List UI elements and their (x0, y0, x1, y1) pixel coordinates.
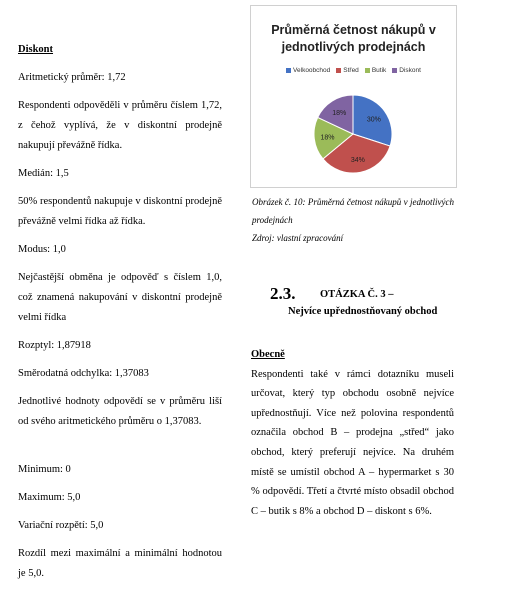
subsection-heading-obecne: Obecně (251, 349, 285, 360)
legend-label: Střed (343, 67, 359, 74)
pie-label-střed: 34% (350, 156, 365, 164)
range-text: Rozdíl mezi maximální a minimální hodnotou je 5,0. (18, 548, 222, 579)
section-heading-diskont: Diskont (18, 44, 54, 55)
legend-label: Diskont (399, 67, 421, 74)
stdev-text: Jednotlivé hodnoty odpovědí se v průměru liší od svého aritmetického průměru o 1,37083. (18, 396, 222, 427)
section-title: OTÁZKA Č. 3 – (320, 289, 394, 300)
pie-label-butik: 18% (320, 134, 335, 142)
mode-text: Nejčastější obměna je odpověď s číslem 1,0, což znamená nakupování v diskontní prodejně velmi řídka (18, 272, 222, 323)
maximum: Maximum: 5,0 (18, 492, 81, 503)
pie-label-velkoobchod: 30% (366, 116, 381, 124)
variance: Rozptyl: 1,87918 (18, 340, 91, 351)
range: Variační rozpětí: 5,0 (18, 520, 104, 531)
figure-caption (252, 193, 454, 247)
mode: Modus: 1,0 (18, 244, 66, 255)
caption-title: Obrázek č. 10: Průměrná četnost nákupů v jednotlivých prodejnách (252, 197, 454, 225)
legend-label: Velkoobchod (293, 67, 331, 74)
pie-plot (251, 6, 456, 187)
median: Medián: 1,5 (18, 168, 69, 179)
pie-label-diskont: 18% (332, 109, 347, 117)
section-number: 2.3. (270, 284, 296, 303)
stdev: Směrodatná odchylka: 1,37083 (18, 368, 149, 379)
arith-mean: Aritmetický průměr: 1,72 (18, 72, 126, 83)
right-column-text (251, 345, 454, 521)
minimum: Minimum: 0 (18, 464, 71, 475)
median-text: 50% respondentů nakupuje v diskontní prodejně převážně velmi řídka až řídka. (18, 196, 222, 227)
section-subtitle: Nejvíce upřednostňovaný obchod (288, 306, 438, 317)
legend-label: Butik (371, 67, 387, 74)
pie-chart (250, 5, 457, 188)
chart-title: Průměrná četnost nákupů v jednotlivých prodejnách (271, 23, 436, 54)
caption-source: Zdroj: vlastní zpracování (252, 233, 344, 243)
arith-mean-text: Respondenti odpověděli v průměru číslem 1,72, z čehož vyplívá, že v diskontní prodejně nakupují převážně řídka. (18, 100, 222, 151)
body-paragraph: Respondenti také v rámci dotazníku museli určovat, který typ obchodu osobně nejvíce upřednostňují. Více než polovina respondentů označila obchod B – prodejna „střed“ jako obchod, který preferují nejvíce. Na druhém místě se umístil obchod A – hypermarket s 30 % odpovědí. Třetí a čtvrté místo obsadil obchod C – butik s 8% a obchod D – diskont s 6%. (251, 368, 454, 517)
